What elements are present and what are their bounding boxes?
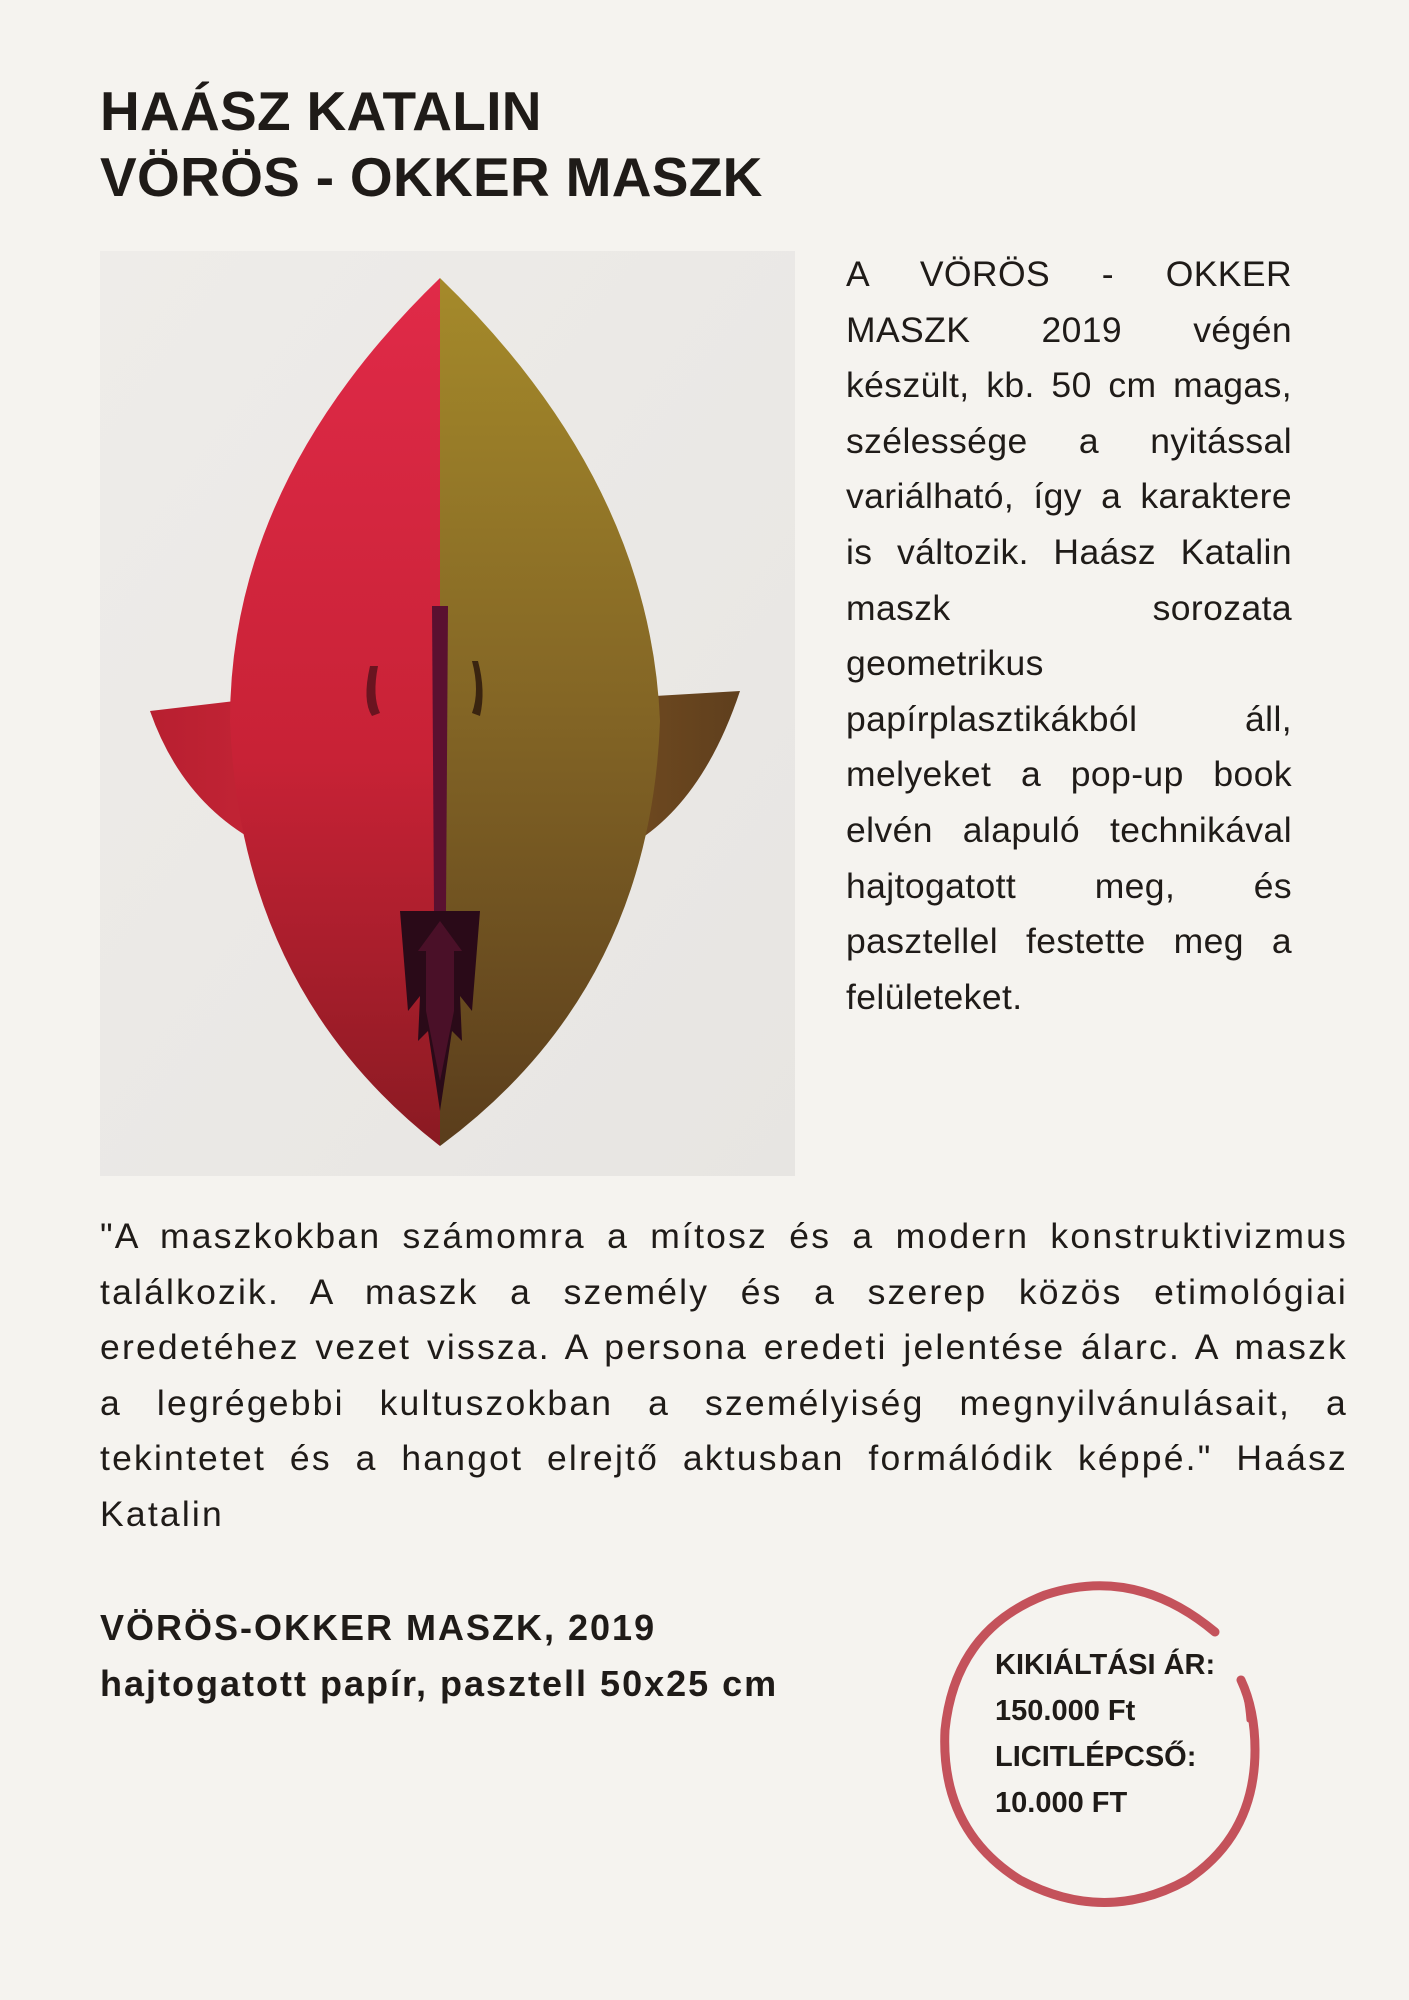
caption-title-year: VÖRÖS-OKKER MASZK, 2019	[100, 1607, 657, 1648]
page-title	[100, 78, 763, 210]
artwork-description: A VÖRÖS - OKKER MASZK 2019 végén készült, kb. 50 cm magas, szélessége a nyitással variálható, így a karaktere is változik. Haász Katalin maszk sorozata geometrikus papírplasztikákból áll, melyeket a pop-up book elvén alapuló technikával hajtogatott meg, és pasztellel festette meg a felületeket.	[846, 254, 1292, 1017]
price-info	[995, 1642, 1215, 1826]
artist-quote: "A maszkokban számomra a mítosz és a modern konstruktivizmus találkozik. A maszk a személy és a szerep közös etimológiai eredetéhez vezet vissza. A persona eredeti jelentése álarc. A maszk a legrégebbi kultuszokban a személyiség megnyilvánulásait, a tekintetet és a hangot elrejtő aktusban formálódik képpé." Haász Katalin	[100, 1216, 1348, 1534]
artwork-caption	[100, 1600, 778, 1712]
red-ochre-paper-mask-image	[100, 251, 795, 1176]
artwork-photo	[100, 251, 795, 1176]
artist-name: HAÁSZ KATALIN	[100, 80, 542, 142]
starting-price-value: 150.000 Ft	[995, 1695, 1136, 1727]
caption-medium-size: hajtogatott papír, pasztell 50x25 cm	[100, 1663, 779, 1704]
starting-price-label: KIKIÁLTÁSI ÁR:	[995, 1649, 1216, 1681]
work-title: VÖRÖS - OKKER MASZK	[100, 146, 763, 208]
bid-increment-value: 10.000 FT	[995, 1787, 1128, 1819]
bid-increment-label: LICITLÉPCSŐ:	[995, 1741, 1197, 1773]
